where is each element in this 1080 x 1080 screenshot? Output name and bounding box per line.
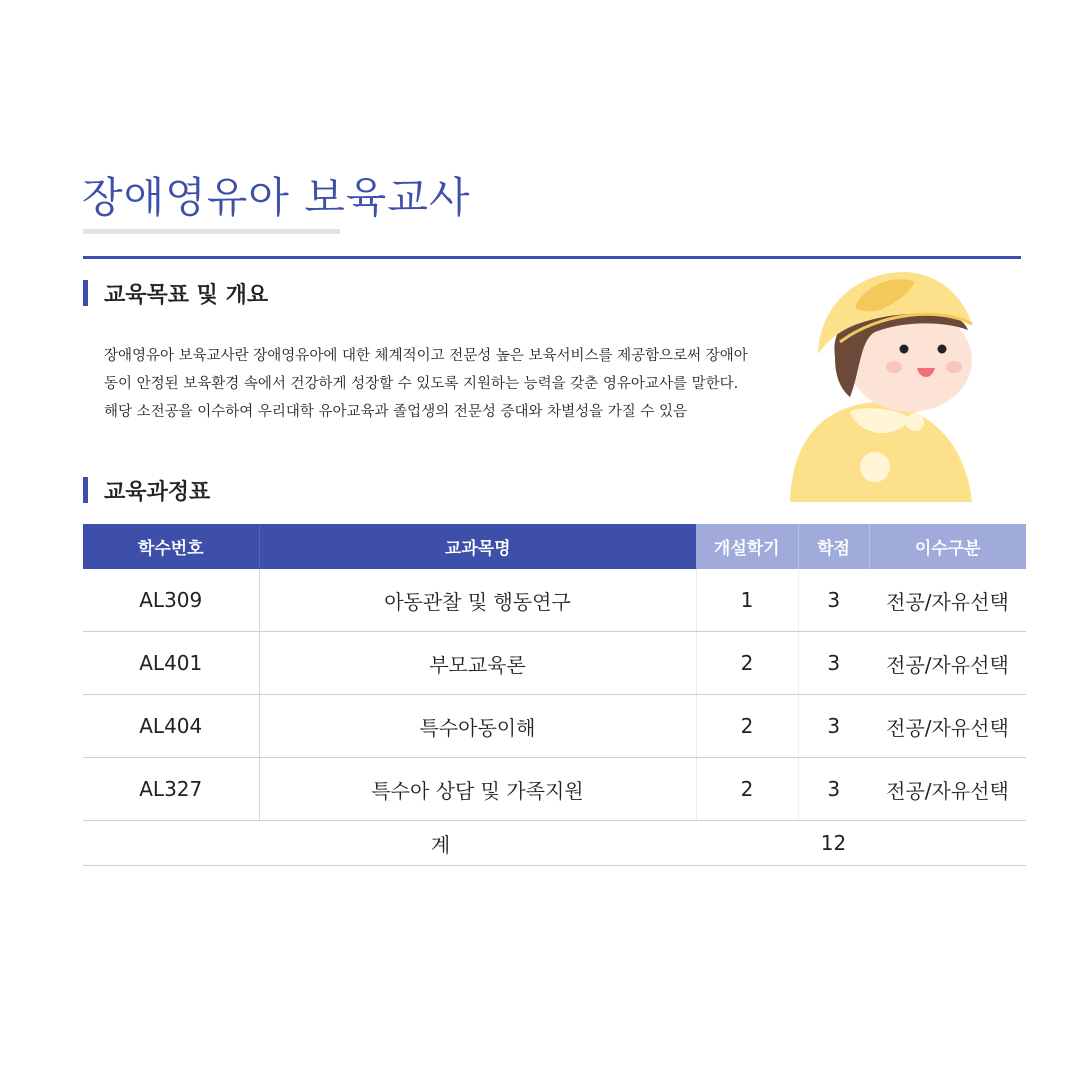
child-illustration-icon	[780, 262, 990, 502]
table-row	[83, 758, 1026, 821]
course-name: 특수아동이해	[259, 695, 696, 758]
column-header-name: 교과목명	[259, 524, 696, 569]
total-label: 계	[83, 821, 798, 866]
column-header-semester: 개설학기	[696, 524, 798, 569]
course-credits: 3	[798, 569, 869, 632]
overview-heading	[83, 278, 268, 308]
table-row	[83, 569, 1026, 632]
page-title: 장애영유아 보육교사	[82, 173, 471, 222]
column-header-code: 학수번호	[83, 524, 259, 569]
curriculum-heading	[83, 475, 210, 505]
course-type: 전공/자유선택	[869, 569, 1026, 632]
column-header-credits: 학점	[798, 524, 869, 569]
course-name: 특수아 상담 및 가족지원	[259, 758, 696, 821]
course-credits: 3	[798, 632, 869, 695]
course-semester: 1	[696, 569, 798, 632]
divider-rule	[83, 256, 1021, 259]
curriculum-heading-label: 교육과정표	[104, 479, 211, 505]
table-row	[83, 695, 1026, 758]
total-credits: 12	[798, 821, 869, 866]
course-type: 전공/자유선택	[869, 632, 1026, 695]
title-underline	[83, 229, 340, 234]
course-type: 전공/자유선택	[869, 695, 1026, 758]
course-type: 전공/자유선택	[869, 758, 1026, 821]
total-empty-cell	[869, 821, 1026, 866]
course-code: AL401	[83, 632, 259, 695]
heading-bar	[83, 477, 88, 503]
course-credits: 3	[798, 758, 869, 821]
course-code: AL404	[83, 695, 259, 758]
course-name: 부모교육론	[259, 632, 696, 695]
course-code: AL327	[83, 758, 259, 821]
curriculum-table	[83, 524, 1026, 866]
course-semester: 2	[696, 632, 798, 695]
course-credits: 3	[798, 695, 869, 758]
heading-bar	[83, 280, 88, 306]
table-header-row	[83, 524, 1026, 569]
course-code: AL309	[83, 569, 259, 632]
course-semester: 2	[696, 758, 798, 821]
course-semester: 2	[696, 695, 798, 758]
overview-heading-label: 교육목표 및 개요	[104, 282, 269, 308]
course-name: 아동관찰 및 행동연구	[259, 569, 696, 632]
table-row	[83, 632, 1026, 695]
overview-text: 장애영유아 보육교사란 장애영유아에 대한 체계적이고 전문성 높은 보육서비스를 제공함으로써 장애아동이 안정된 보육환경 속에서 건강하게 성장할 수 있도록 지원하는 능력을 갖춘 영유아교사를 말한다. 해당 소전공을 이수하여 우리대학 유아교육과 졸업생의 전문성 증대와 차별성을 가질 수 있음	[104, 348, 748, 420]
total-row	[83, 821, 1026, 866]
column-header-type: 이수구분	[869, 524, 1026, 569]
